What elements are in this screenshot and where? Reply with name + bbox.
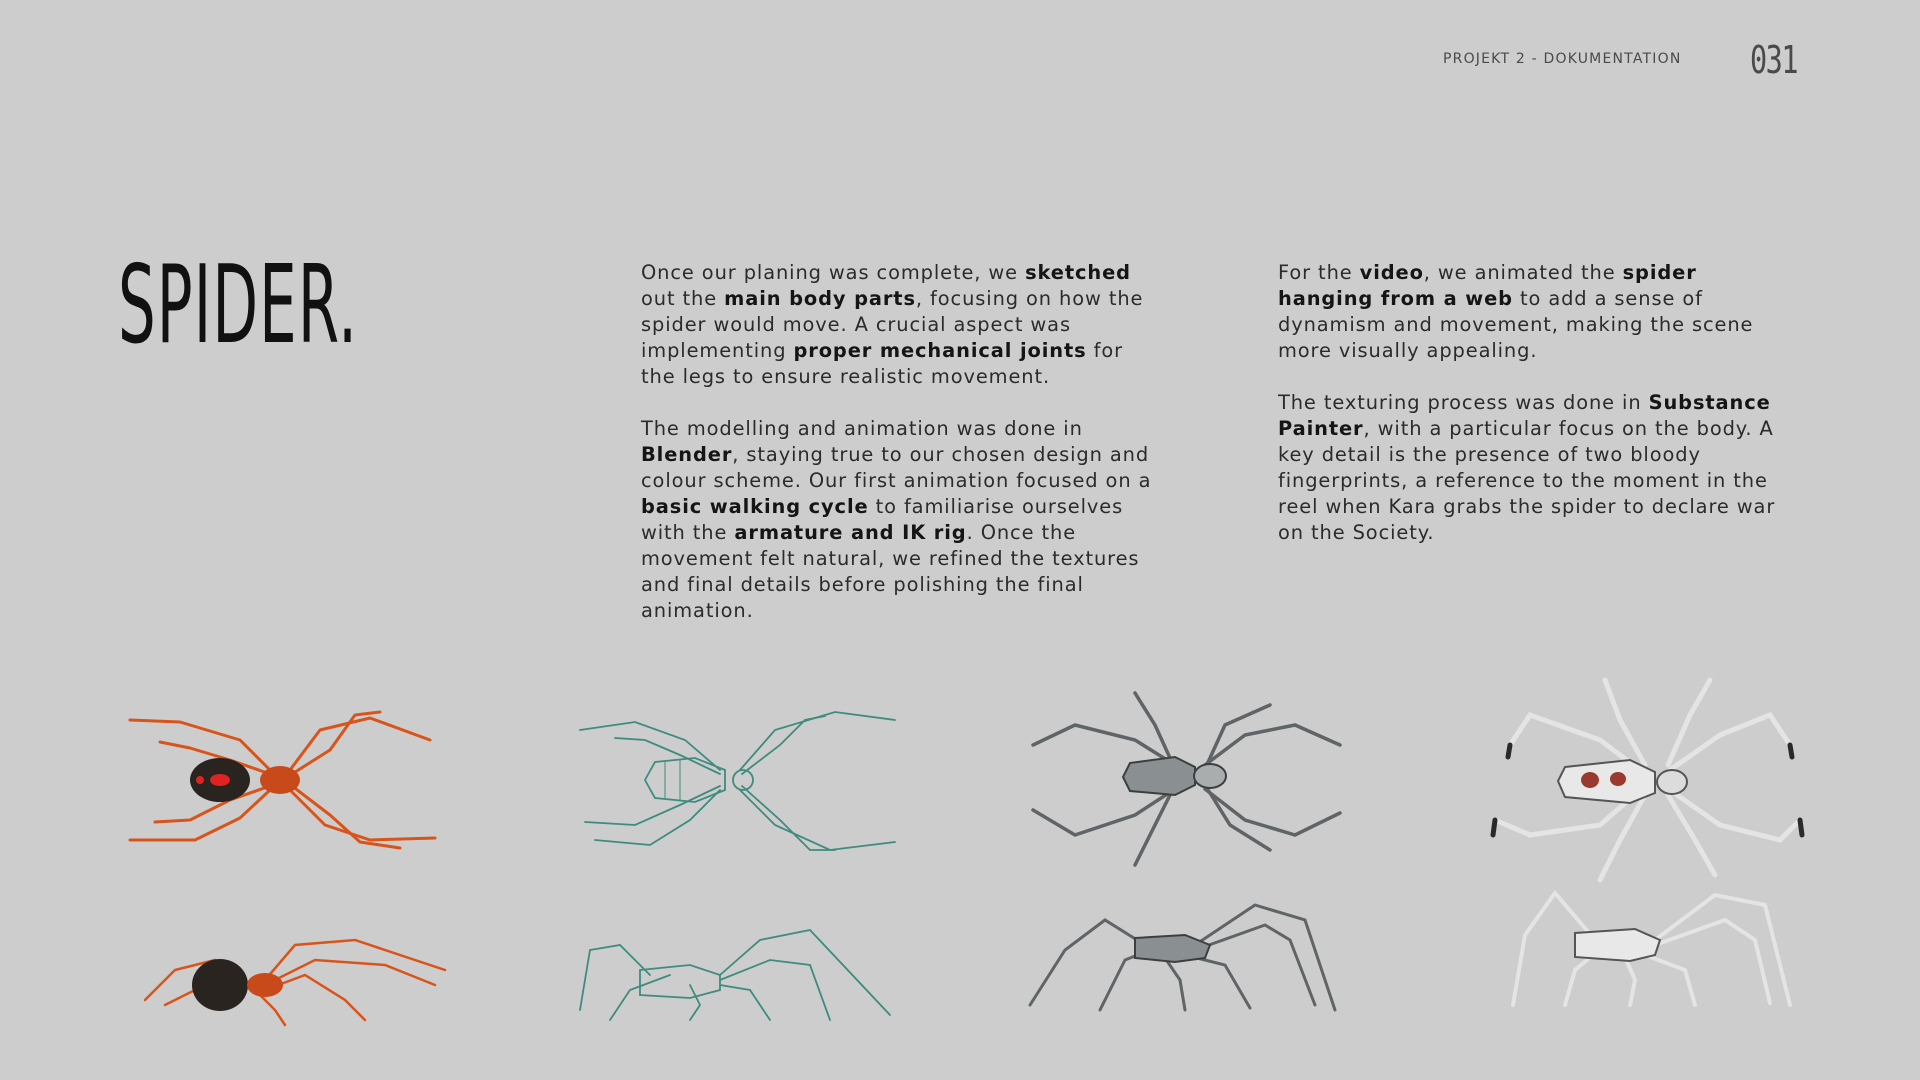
text-run: , with a particular focus on the body. A key detail is the presence of two bloody fingerprints, a reference to the moment in the reel when Kara grabs the spider to declare war on the Society. xyxy=(1278,417,1776,544)
text-run: The texturing process was done in xyxy=(1278,391,1649,414)
text-run: The modelling and animation was done in xyxy=(641,417,1083,440)
text-run: , staying true to our chosen design and colour scheme. Our first animation focused on a xyxy=(641,443,1152,492)
emphasis-text: Blender xyxy=(641,443,733,466)
model-spider-top-image xyxy=(1025,685,1345,875)
paragraph xyxy=(1278,260,1798,364)
emphasis-text: Substance Painter xyxy=(1278,391,1771,440)
text-run: . Once the movement felt natural, we refined the textures and final details before polishing the final animation. xyxy=(641,521,1140,622)
emphasis-text: basic walking cycle xyxy=(641,495,869,518)
paragraph xyxy=(1278,390,1798,546)
text-run: For the xyxy=(1278,261,1360,284)
text-run: , we animated the xyxy=(1423,261,1623,284)
text-column-left xyxy=(641,260,1161,650)
sketch-spider-side-image xyxy=(570,920,900,1030)
textured-spider-side-image xyxy=(1505,885,1805,1015)
header-label: PROJEKT 2 - DOKUMENTATION xyxy=(1443,51,1682,67)
text-run: out the xyxy=(641,287,725,310)
page-number: 031 xyxy=(1750,38,1797,82)
text-run: to familiarise ourselves with the xyxy=(641,495,1124,544)
emphasis-text: video xyxy=(1359,261,1424,284)
emphasis-text: spider hanging from a web xyxy=(1278,261,1697,310)
real-spider-side-image xyxy=(135,930,455,1030)
paragraph xyxy=(641,416,1161,624)
emphasis-text: main body parts xyxy=(724,287,916,310)
emphasis-text: armature and IK rig xyxy=(734,521,967,544)
text-run: , focusing on how the spider would move. A crucial aspect was implementing xyxy=(641,287,1144,362)
sketch-spider-top-image xyxy=(565,700,905,860)
paragraph xyxy=(641,260,1161,390)
real-spider-top-image xyxy=(120,700,440,860)
page-title: SPIDER. xyxy=(118,243,359,368)
text-run: for the legs to ensure realistic movement. xyxy=(641,339,1124,388)
emphasis-text: proper mechanical joints xyxy=(793,339,1087,362)
textured-spider-top-image xyxy=(1490,675,1810,885)
text-run: Once our planing was complete, we xyxy=(641,261,1026,284)
model-spider-side-image xyxy=(1025,900,1345,1015)
emphasis-text: sketched xyxy=(1025,261,1131,284)
text-run: to add a sense of dynamism and movement, making the scene more visually appealing. xyxy=(1278,287,1754,362)
text-column-right xyxy=(1278,260,1798,572)
